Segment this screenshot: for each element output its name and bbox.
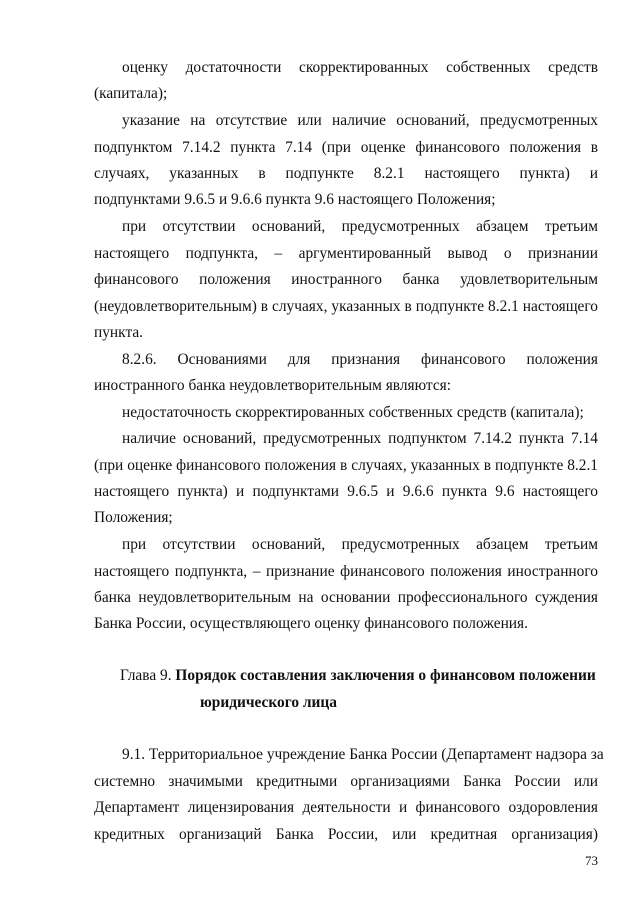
chapter-prefix: Глава 9. — [120, 667, 172, 684]
text-line: подпунктами 9.6.5 и 9.6.6 пункта 9.6 настоящего Положения; — [94, 191, 496, 208]
text-line: кредитных организаций Банка России, или кредитная организация) — [94, 826, 598, 843]
text-line: при отсутствии оснований, предусмотренных абзацем третьим — [122, 218, 598, 235]
chapter-heading — [120, 666, 598, 686]
text-line: подпунктом 7.14.2 пункта 7.14 (при оценке финансового положения в — [94, 139, 598, 156]
text-line: Департамент лицензирования деятельности и финансового оздоровления — [94, 799, 598, 816]
text-line: банка неудовлетворительным на основании профессионального суждения — [94, 589, 598, 606]
text-line: недостаточность скорректированных собственных средств (капитала); — [122, 404, 584, 421]
chapter-title: Порядок составления заключения о финансовом положении — [175, 667, 596, 684]
text-line: (капитала); — [94, 85, 168, 102]
text-line: Банка России, осуществляющего оценку финансового положения. — [94, 615, 528, 632]
text-line: финансового положения иностранного банка удовлетворительным — [94, 271, 598, 288]
text-line: пункта. — [94, 324, 144, 341]
text-line: указание на отсутствие или наличие оснований, предусмотренных — [122, 112, 598, 129]
text-line: настоящего подпункта, – признание финансового положения иностранного — [94, 563, 598, 580]
text-line: 9.1. Территориальное учреждение Банка России (Департамент надзора за — [122, 746, 604, 763]
text-line: оценку достаточности скорректированных собственных средств — [122, 59, 598, 76]
text-line: наличие оснований, предусмотренных подпунктом 7.14.2 пункта 7.14 — [122, 430, 598, 447]
page-number: 73 — [585, 853, 598, 868]
text-line: настоящего подпункта, – аргументированный вывод о признании — [94, 245, 598, 262]
text-line: Положения; — [94, 509, 173, 526]
text-line: при отсутствии оснований, предусмотренных абзацем третьим — [122, 536, 598, 553]
text-line: системно значимыми кредитными организациями Банка России или — [94, 773, 598, 790]
text-line: (неудовлетворительным) в случаях, указанных в подпункте 8.2.1 настоящего — [94, 298, 598, 315]
chapter-title-continued: юридического лица — [200, 694, 337, 711]
text-line: иностранного банка неудовлетворительным являются: — [94, 377, 452, 394]
text-line: 8.2.6. Основаниями для признания финансового положения — [122, 351, 598, 368]
text-line: настоящего пункта) и подпунктами 9.6.5 и 9.6.6 пункта 9.6 настоящего — [94, 483, 598, 500]
text-line: случаях, указанных в подпункте 8.2.1 настоящего пункта) и — [94, 165, 598, 182]
text-line: (при оценке финансового положения в случаях, указанных в подпункте 8.2.1 — [94, 457, 598, 474]
